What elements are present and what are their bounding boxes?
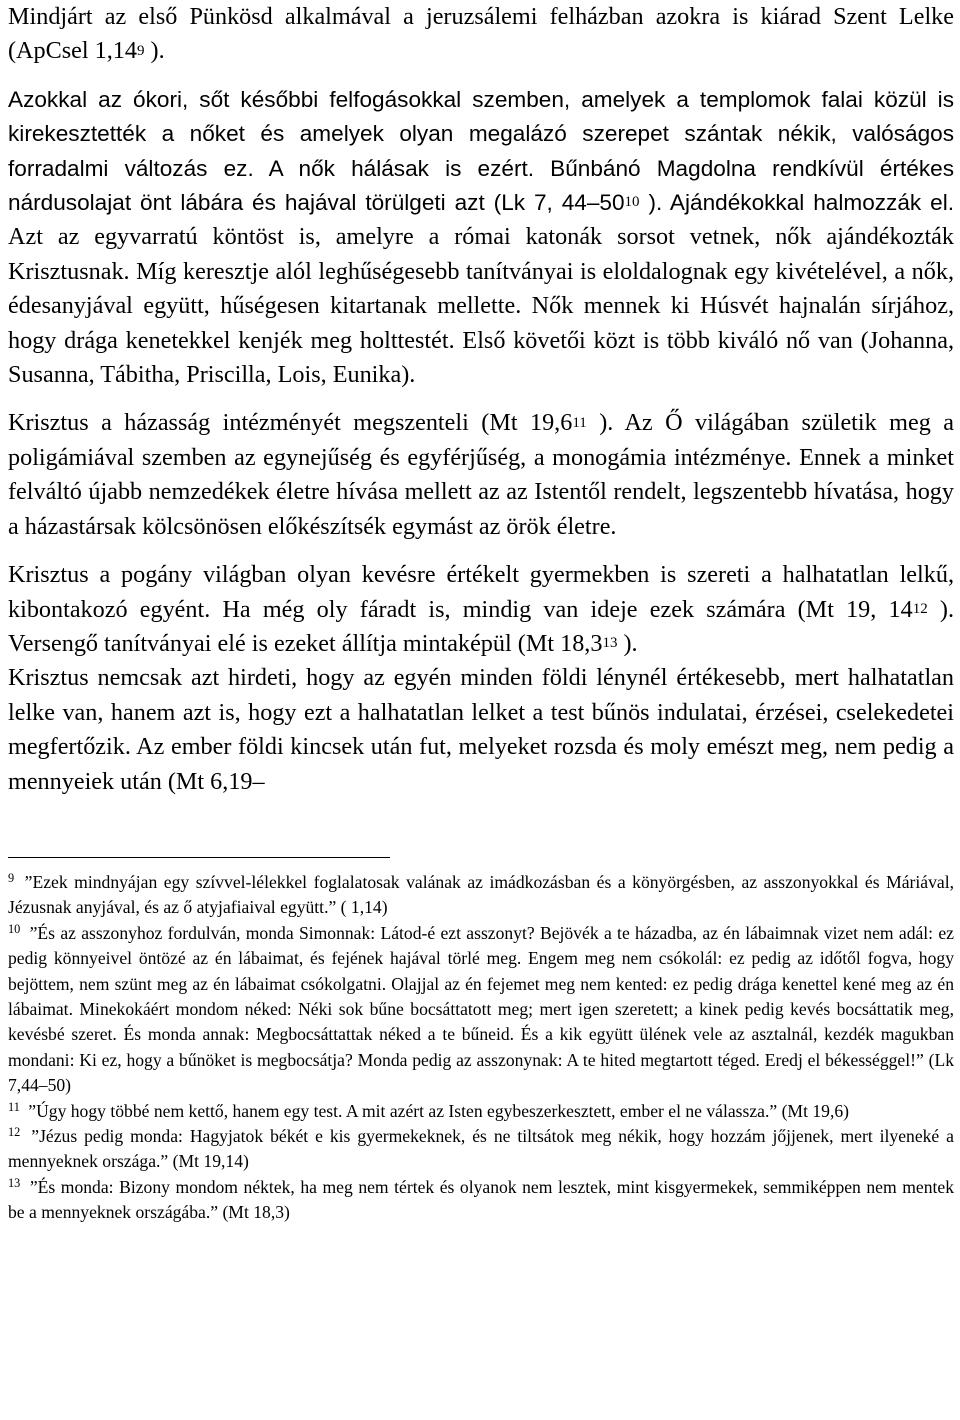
footnote-9	[8, 870, 954, 921]
paragraph-4	[8, 558, 954, 661]
text-run: Mindjárt az első Pünkösd alkalmával a jeruzsálemi felházban azokra is kiárad Szent Lelke (ApCsel 1,14	[8, 3, 954, 65]
text-run: ). Ajándékokkal halmozzák el.	[639, 190, 954, 216]
footnote-text: ”Jézus pedig monda: Hagyjatok békét e kis gyermekeknek, és ne tiltsátok meg nékik, hogy hozzám jőjjenek, mert ilyeneké a mennyeknek országa.” (Mt 19,14)	[8, 1126, 954, 1172]
main-text	[8, 0, 954, 799]
paragraph-3	[8, 406, 954, 544]
paragraph-2	[8, 83, 954, 393]
paragraph-1	[8, 0, 954, 69]
text-run: Krisztus a házasság intézményét megszenteli (Mt 19,6	[8, 409, 573, 437]
footnote-ref: 9	[137, 42, 145, 59]
text-run: Azokkal az ókori, sőt későbbi felfogásokkal szemben, amelyek a templomok falai közül is kirekesztették a nőket és amelyek olyan megalázó szerepet szántak nékik, valóságos forradalmi változás ez. A nők hálásak is ezért. Bűnbánó Magdolna rendkívül értékes nárdusolajat önt lábára és hajával törülgeti azt (Lk 7, 44–50	[8, 86, 954, 216]
text-run: Krisztus nemcsak azt hirdeti, hogy az egyén minden földi lénynél értékesebb, mert halhatatlan lelke van, hanem azt is, hogy ezt a halhatatlan lelket a test bűnös indulatai, érzései, cselekedetei megfertőzik. Az ember földi kincsek után fut, melyeket rozsda és moly emészt meg, nem pedig a mennyeiek után (Mt 6,19–	[8, 664, 954, 795]
footnote-number: 13	[8, 1176, 21, 1191]
footnote-number: 9	[8, 871, 15, 886]
footnote-10	[8, 921, 954, 1099]
text-run: Krisztus a pogány világban olyan kevésre értékelt gyermekben is szereti a halhatatlan lelkű, kibontakozó egyént. Ha még oly fáradt is, mindig van ideje ezek számára (Mt 19, 14	[8, 561, 954, 623]
footnote-number: 12	[8, 1125, 21, 1140]
footnote-text: ”Úgy hogy többé nem kettő, hanem egy test. A mit azért az Isten egybeszerkesztett, ember el ne válassza.” (Mt 19,6)	[23, 1100, 850, 1121]
footnote-text: ”És az asszonyhoz fordulván, monda Simonnak: Látod-é ezt asszonyt? Bejövék a te házadba, az én lábaimnak vizet nem adál: ez pedig könnyeivel öntözé az én lábaimat, és fejének hajával törlé meg. Engem meg nem csókolál: ez pedig az időtől fogva, hogy bejöttem, nem szünt meg az én lábaimat csókolgatni. Olajjal az én fejemet meg nem kented: ez pedig drága kenettel kené meg az én lábaimat. Minekokáért mondom néked: Néki sok bűne bocsáttatott meg; mert igen szeretett; a kinek pedig kevés bocsáttatik meg, kevésbé szeret. És monda annak: Megbocsáttattak néked a te bűneid. És a kik együtt ülének vele az asztalnál, kezdék magukban mondani: Ki ez, hogy a bűnöket is megbocsátja? Monda pedig az asszonynak: A te hited megtartott téged. Eredj el békességgel!” (Lk 7,44–50)	[8, 922, 954, 1096]
footnote-11	[8, 1099, 954, 1124]
footnote-text: ”És monda: Bizony mondom néktek, ha meg nem tértek és olyanok nem lesztek, mint kisgyermekek, semmiképpen nem mentek be a mennyeknek országába.” (Mt 18,3)	[8, 1176, 954, 1223]
footnote-13	[8, 1175, 954, 1226]
footnote-number: 11	[8, 1100, 20, 1115]
text-run: Azt az egyvarratú köntöst is, amelyre a római katonák sorsot vetnek, nők ajándékozták Krisztusnak. Míg keresztje alól leghűségesebb tanítványai is eloldalognak egy kivételével, a nők, édesanyjával együtt, hűségesen kitartanak mellette. Nők mennek ki Húsvét hajnalán sírjához, hogy drága kenetekkel kenjék meg holttestét. Első követői közt is több kiváló nő van (Johanna, Susanna, Tábitha, Priscilla, Lois, Eunika).	[8, 223, 954, 389]
footnote-text: ”Ezek mindnyájan egy szívvel-lélekkel foglalatosak valának az imádkozásban és a könyörgésben, az asszonyokkal és Máriával, Jézusnak anyjával, és az ő atyjafiaival együtt.” ( 1,14)	[8, 871, 954, 918]
text-run: ).	[617, 629, 638, 657]
footnotes	[8, 870, 954, 1226]
footnote-ref: 10	[624, 194, 640, 211]
footnote-ref: 13	[602, 635, 618, 652]
text-run: ).	[144, 37, 165, 65]
footnote-number: 10	[8, 922, 21, 937]
paragraph-5	[8, 661, 954, 799]
footnote-ref: 12	[912, 600, 928, 617]
footnote-separator	[8, 857, 390, 858]
text-run: ). Versengő tanítványai elé is ezeket állítja mintaképül (Mt 18,3	[8, 595, 954, 657]
footnote-ref: 11	[572, 414, 587, 431]
document-page	[8, 0, 954, 1226]
footnote-12	[8, 1124, 954, 1175]
text-run: ). Az Ő világában születik meg a poligámiával szemben az egynejűség és egyférjűség, a monogámia intézménye. Ennek a minket felváltó újabb nemzedékek életre hívása mellett az az Istentől rendelt, legszentebb hívatása, hogy a házastársak kölcsönösen előkészítsék egymást az örök életre.	[8, 409, 954, 540]
